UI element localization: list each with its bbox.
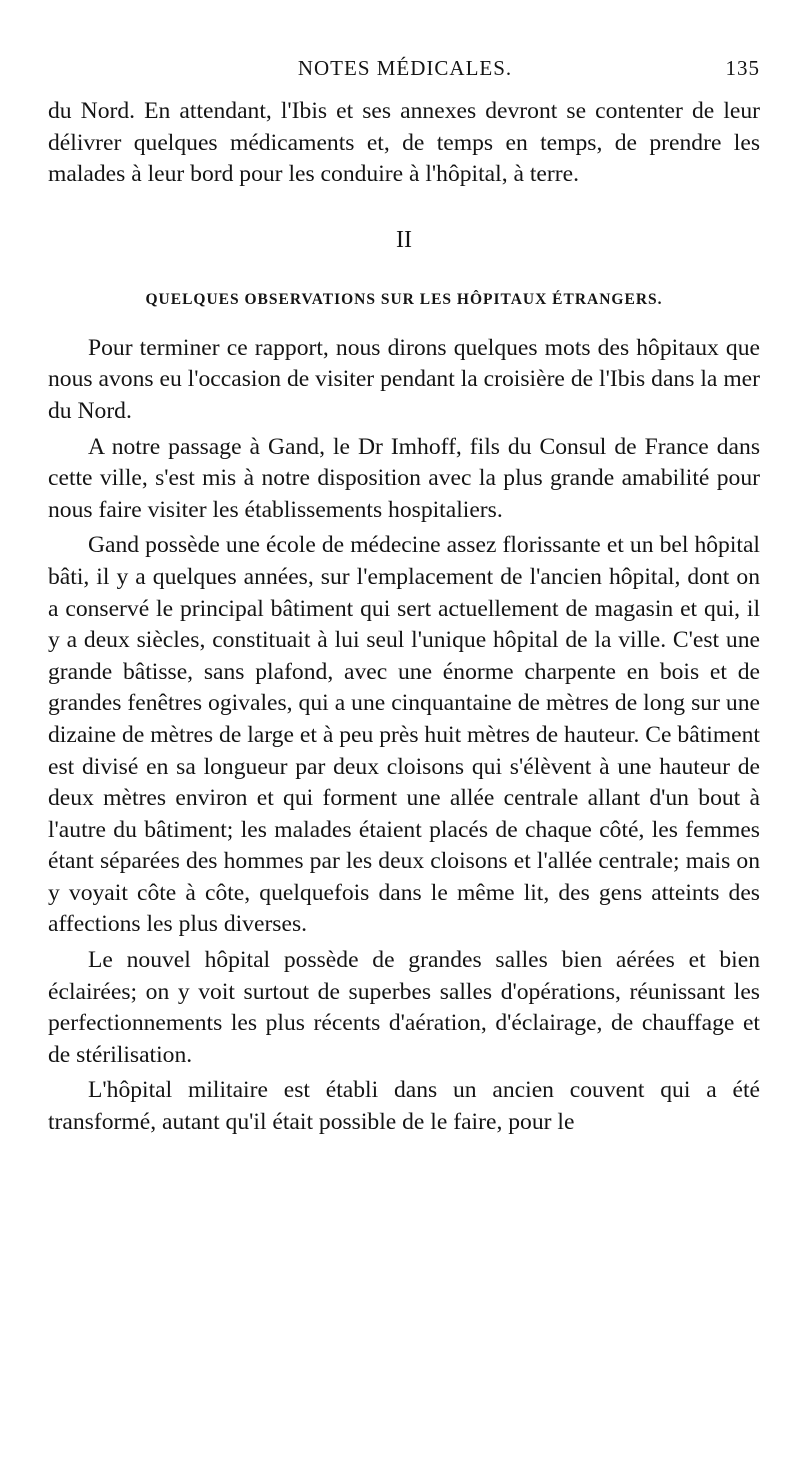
paragraph: Gand possède une école de médecine assez florissante et un bel hôpital bâti, il y a quelques années, sur l'emplacement de l'ancien hôpital, dont on a conservé le principal bâtiment qui sert actuellement de magasin et qui, il y a deux siècles, constituait à lui seul l'unique hôpital de la ville. C'est une grande bâtisse, sans plafond, avec une énorme charpente en bois et de grandes fenêtres ogivales, qui a une cinquantaine de mètres de long sur une dizaine de mètres de large et à peu près huit mètres de hauteur. Ce bâtiment est divisé en sa longueur par deux cloisons qui s'élèvent à une hauteur de deux mètres environ et qui forment une allée centrale allant d'un bout à l'autre du bâtiment; les malades étaient placés de chaque côté, les femmes étant séparées des hommes par les deux cloisons et l'allée centrale; mais on y voyait côte à côte, quelquefois dans le même lit, des gens atteints des affections les plus diverses. (48, 532, 760, 938)
page-number: 135 (725, 56, 760, 80)
text-body (48, 96, 760, 1139)
running-title: NOTES MÉDICALES. (297, 56, 513, 80)
running-head (50, 56, 760, 92)
section-title: QUELQUES OBSERVATIONS SUR LES HÔPITAUX ÉTRANGERS. (145, 290, 663, 308)
paragraph: Pour terminer ce rapport, nous dirons quelques mots des hôpitaux que nous avons eu l'occasion de visiter pendant la croisière de l'Ibis dans la mer du Nord. (48, 334, 760, 424)
section-number: II (396, 226, 412, 253)
paragraph: A notre passage à Gand, le Dr Imhoff, fils du Consul de France dans cette ville, s'est mis à notre disposition avec la plus grande amabilité pour nous faire visiter les établissements hospitaliers. (48, 433, 760, 523)
paragraph: L'hôpital militaire est établi dans un ancien couvent qui a été transformé, autant qu'il était possible de le faire, pour le (48, 1077, 760, 1136)
paragraph: Le nouvel hôpital possède de grandes salles bien aérées et bien éclairées; on y voit surtout de superbes salles d'opérations, réunissant les perfectionnements les plus récents d'aération, d'éclairage, de chauffage et de stérilisation. (48, 947, 760, 1068)
opening-paragraph: du Nord. En attendant, l'Ibis et ses annexes devront se contenter de leur délivrer quelques médicaments et, de temps en temps, de prendre les malades à leur bord pour les conduire à l'hôpital, à terre. (48, 98, 760, 188)
